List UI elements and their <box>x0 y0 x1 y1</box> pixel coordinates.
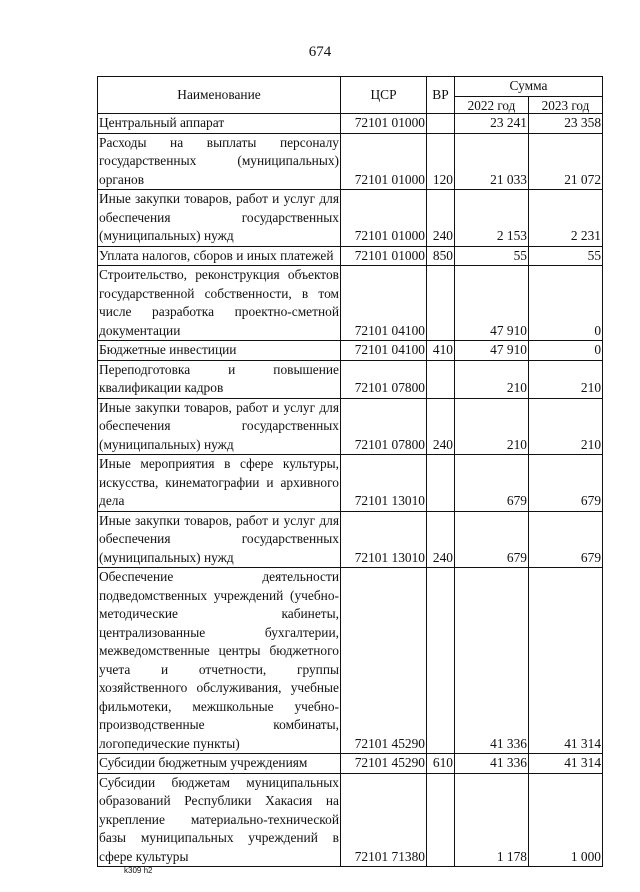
header-name: Наименование <box>98 77 341 114</box>
table-row <box>98 114 603 134</box>
table-row <box>98 398 603 455</box>
row-sum-2023: 0 <box>529 266 603 341</box>
row-csr: 72101 07800 <box>341 360 427 398</box>
header-year-2022: 2022 год <box>455 97 529 114</box>
row-sum-2022: 2 153 <box>455 190 529 247</box>
row-sum-2023: 679 <box>529 511 603 568</box>
row-sum-2023: 41 314 <box>529 754 603 774</box>
row-name: Иные закупки товаров, работ и услуг для обеспечения государственных (муниципальных) нужд <box>98 511 341 568</box>
header-sum: Сумма <box>455 77 603 97</box>
footer-code: k309 h2 <box>124 866 153 875</box>
row-name: Обеспечение деятельности подведомственных учреждений (учебно-методические кабинеты, централизованные бухгалтерии, межведомственные центры бюджетного учета и отчетности, группы хозяйственного обслуживания, учебные фильмотеки, межшкольные учебно-производственные комбинаты, логопедические пункты) <box>98 568 341 754</box>
table-row <box>98 455 603 512</box>
row-vr <box>427 568 455 754</box>
row-vr <box>427 114 455 134</box>
row-sum-2023: 210 <box>529 360 603 398</box>
page-number: 674 <box>308 44 332 60</box>
row-sum-2022: 55 <box>455 246 529 266</box>
row-vr: 240 <box>427 398 455 455</box>
row-csr: 72101 01000 <box>341 114 427 134</box>
header-vr: ВР <box>427 77 455 114</box>
row-sum-2022: 47 910 <box>455 266 529 341</box>
row-name: Иные закупки товаров, работ и услуг для обеспечения государственных (муниципальных) нужд <box>98 398 341 455</box>
row-csr: 72101 13010 <box>341 455 427 512</box>
row-name: Субсидии бюджетным учреждениям <box>98 754 341 774</box>
row-csr: 72101 04100 <box>341 341 427 361</box>
row-csr: 72101 04100 <box>341 266 427 341</box>
row-sum-2023: 210 <box>529 398 603 455</box>
row-sum-2022: 47 910 <box>455 341 529 361</box>
row-name: Иные мероприятия в сфере культуры, искусства, кинематографии и архивного дела <box>98 455 341 512</box>
table-row <box>98 511 603 568</box>
row-sum-2023: 55 <box>529 246 603 266</box>
row-csr: 72101 01000 <box>341 133 427 190</box>
table-row <box>98 133 603 190</box>
row-vr <box>427 360 455 398</box>
table-row <box>98 773 603 867</box>
row-csr: 72101 01000 <box>341 190 427 247</box>
row-csr: 72101 07800 <box>341 398 427 455</box>
table-row <box>98 568 603 754</box>
row-csr: 72101 01000 <box>341 246 427 266</box>
row-sum-2022: 21 033 <box>455 133 529 190</box>
row-csr: 72101 45290 <box>341 568 427 754</box>
row-vr: 240 <box>427 190 455 247</box>
row-name: Уплата налогов, сборов и иных платежей <box>98 246 341 266</box>
row-sum-2022: 210 <box>455 360 529 398</box>
row-sum-2023: 0 <box>529 341 603 361</box>
row-sum-2022: 41 336 <box>455 754 529 774</box>
row-name: Строительство, реконструкция объектов государственной собственности, в том числе разработка проектно-сметной документации <box>98 266 341 341</box>
header-year-2023: 2023 год <box>529 97 603 114</box>
row-vr: 410 <box>427 341 455 361</box>
row-sum-2023: 2 231 <box>529 190 603 247</box>
row-sum-2022: 679 <box>455 511 529 568</box>
row-sum-2022: 1 178 <box>455 773 529 867</box>
table-row <box>98 341 603 361</box>
row-csr: 72101 45290 <box>341 754 427 774</box>
table-row <box>98 190 603 247</box>
row-name: Субсидии бюджетам муниципальных образований Республики Хакасия на укрепление материально-технической базы муниципальных учреждений в сфере культуры <box>98 773 341 867</box>
row-sum-2023: 21 072 <box>529 133 603 190</box>
table-row <box>98 754 603 774</box>
table-row <box>98 246 603 266</box>
row-sum-2023: 679 <box>529 455 603 512</box>
row-name: Бюджетные инвестиции <box>98 341 341 361</box>
row-vr: 240 <box>427 511 455 568</box>
budget-table <box>97 76 603 867</box>
row-sum-2022: 210 <box>455 398 529 455</box>
row-sum-2023: 41 314 <box>529 568 603 754</box>
row-sum-2022: 23 241 <box>455 114 529 134</box>
table-header-row <box>98 77 603 97</box>
table-row <box>98 266 603 341</box>
row-sum-2023: 1 000 <box>529 773 603 867</box>
row-name: Центральный аппарат <box>98 114 341 134</box>
row-vr <box>427 455 455 512</box>
table-row <box>98 360 603 398</box>
row-name: Иные закупки товаров, работ и услуг для обеспечения государственных (муниципальных) нужд <box>98 190 341 247</box>
row-vr: 610 <box>427 754 455 774</box>
row-vr <box>427 266 455 341</box>
row-vr: 120 <box>427 133 455 190</box>
row-vr: 850 <box>427 246 455 266</box>
row-csr: 72101 71380 <box>341 773 427 867</box>
row-csr: 72101 13010 <box>341 511 427 568</box>
row-sum-2022: 41 336 <box>455 568 529 754</box>
row-sum-2022: 679 <box>455 455 529 512</box>
row-vr <box>427 773 455 867</box>
header-csr: ЦСР <box>341 77 427 114</box>
row-sum-2023: 23 358 <box>529 114 603 134</box>
row-name: Расходы на выплаты персоналу государственных (муниципальных) органов <box>98 133 341 190</box>
row-name: Переподготовка и повышение квалификации кадров <box>98 360 341 398</box>
